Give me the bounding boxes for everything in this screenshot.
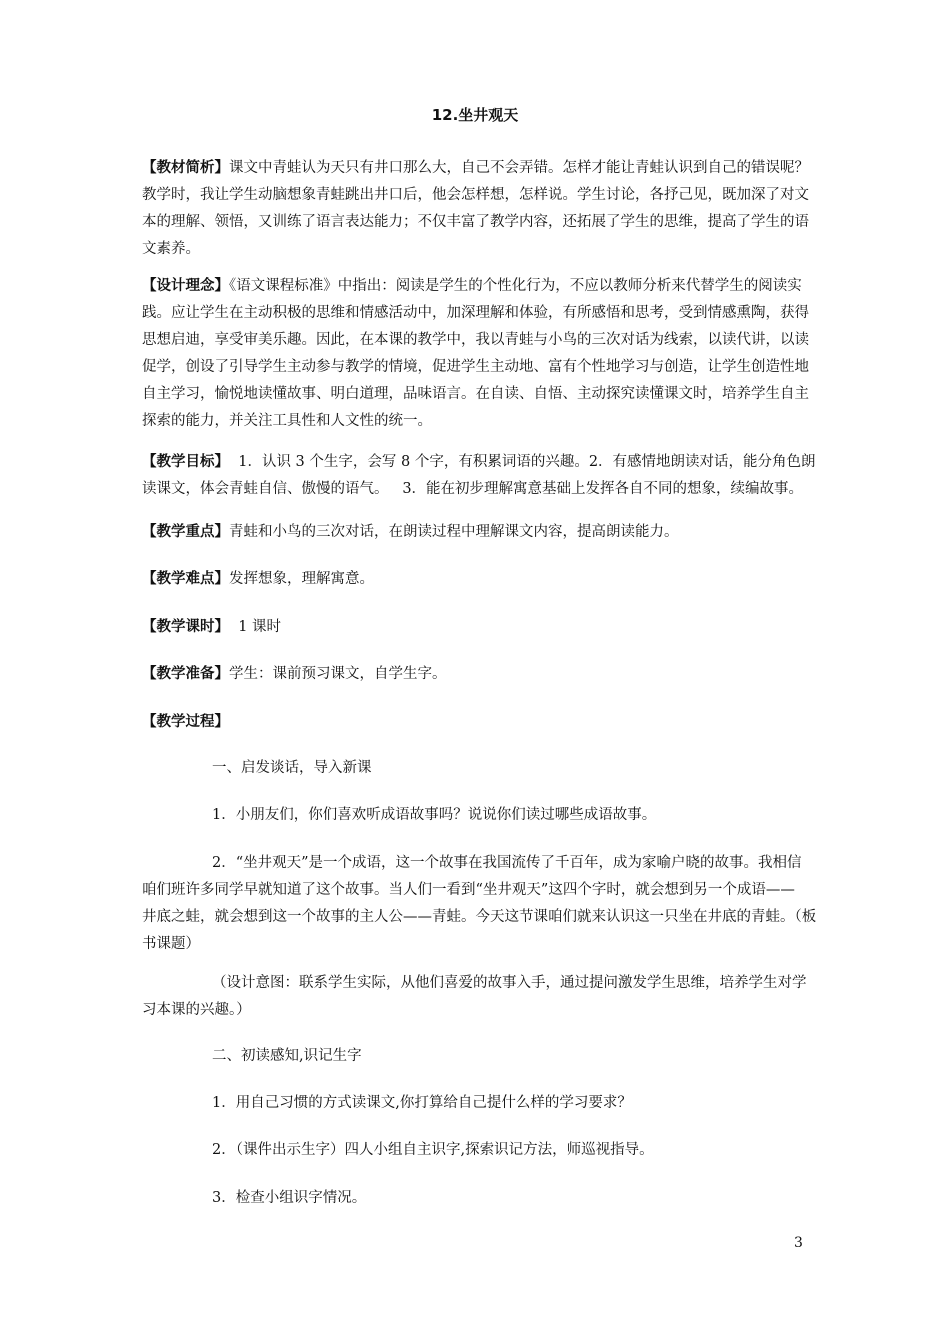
list-item: 1．用自己习惯的方式读课文,你打算给自己提什么样的学习要求？ — [212, 1095, 632, 1111]
section2-item1 — [142, 1090, 810, 1117]
difficulty-paragraph — [142, 565, 810, 593]
section1-item1 — [142, 802, 810, 829]
note-line: （设计意图：联系学生实际，从他们喜爱的故事入手，通过提问激发学生思维，培养学生对学 — [212, 975, 807, 991]
list-item: 1．小朋友们，你们喜欢听成语故事吗？说说你们读过哪些成语故事。 — [212, 807, 657, 823]
note-line: 习本课的兴趣。） — [142, 1002, 251, 1018]
prep-text: 学生：课前预习课文，自学生字。 — [229, 666, 447, 682]
list-item-line: 2．“坐井观天”是一个成语，这一个故事在我国流传了千百年，成为家喻户晓的故事。我相信 — [212, 855, 802, 871]
list-item-line: 井底之蛙，就会想到这一个故事的主人公——青蛙。今天这节课咱们就来认识这一只坐在井底的青蛙。（板 — [142, 909, 817, 925]
analysis-paragraph — [142, 154, 810, 263]
hours-paragraph — [142, 613, 810, 641]
concept-line: 思想启迪，享受审美乐趣。因此，在本课的教学中，我以青蛙与小鸟的三次对话为线索，以读代讲，以读 — [142, 332, 809, 348]
goals-line: 1．认识 3 个生字，会写 8 个字，有积累词语的兴趣。2．有感情地朗读对话，能分角色朗 — [229, 454, 816, 470]
hours-text: 1 课时 — [229, 619, 282, 635]
prep-label: 【教学准备】 — [142, 665, 229, 682]
concept-line: 自主学习，愉悦地读懂故事、明白道理，品味语言。在自读、自悟、主动探究读懂课文时，培养学生自主 — [142, 386, 809, 402]
section-heading: 二、初读感知,识记生字 — [212, 1048, 362, 1064]
process-paragraph — [142, 708, 810, 735]
goals-label: 【教学目标】 — [142, 453, 229, 470]
concept-label: 【设计理念】 — [142, 277, 229, 294]
section2-heading — [142, 1043, 810, 1070]
process-label: 【教学过程】 — [142, 713, 229, 730]
analysis-line: 课文中青蛙认为天只有井口那么大，自己不会弄错。怎样才能让青蛙认识到自己的错误呢？ — [229, 160, 809, 176]
goals-paragraph — [142, 448, 816, 503]
section2-item2 — [142, 1137, 810, 1164]
concept-line: 探索的能力，并关注工具性和人文性的统一。 — [142, 413, 432, 429]
list-item: 3．检查小组识字情况。 — [212, 1190, 367, 1206]
section1-design-note — [142, 970, 810, 1024]
analysis-line: 本的理解、领悟，又训练了语言表达能力；不仅丰富了教学内容，还拓展了学生的思维，提高了学生的语 — [142, 214, 809, 230]
key-point-paragraph — [142, 518, 810, 546]
key-point-text: 青蛙和小鸟的三次对话，在朗读过程中理解课文内容，提高朗读能力。 — [229, 524, 679, 540]
list-item: 2．（课件出示生字）四人小组自主识字,探索识记方法，师巡视指导。 — [212, 1142, 654, 1158]
concept-line: 促学，创设了引导学生主动参与教学的情境，促进学生主动地、富有个性地学习与创造，让学生创造性地 — [142, 359, 809, 375]
section1-item2 — [142, 850, 817, 958]
page-number: 3 — [794, 1235, 803, 1251]
section-heading: 一、启发谈话，导入新课 — [212, 760, 372, 776]
concept-line: 践。应让学生在主动积极的思维和情感活动中，加深理解和体验，有所感悟和思考，受到情感熏陶，获得 — [142, 305, 809, 321]
list-item-line: 书课题） — [142, 936, 200, 952]
analysis-line: 教学时，我让学生动脑想象青蛙跳出井口后，他会怎样想，怎样说。学生讨论，各抒己见，既加深了对文 — [142, 187, 809, 203]
prep-paragraph — [142, 660, 810, 688]
list-item-line: 咱们班许多同学早就知道了这个故事。当人们一看到“坐井观天”这四个字时，就会想到另一个成语—— — [142, 882, 795, 898]
concept-line: 《语文课程标准》中指出：阅读是学生的个性化行为，不应以教师分析来代替学生的阅读实 — [229, 278, 802, 294]
lesson-title: 12.坐井观天 — [431, 106, 519, 124]
concept-paragraph — [142, 272, 810, 435]
section2-item3 — [142, 1185, 810, 1212]
difficulty-text: 发挥想象，理解寓意。 — [229, 571, 374, 587]
key-point-label: 【教学重点】 — [142, 523, 229, 540]
section1-heading — [142, 755, 810, 782]
goals-line: 读课文，体会青蛙自信、傲慢的语气。 3．能在初步理解寓意基础上发挥各自不同的想象，续编故事。 — [142, 481, 804, 497]
difficulty-label: 【教学难点】 — [142, 570, 229, 587]
hours-label: 【教学课时】 — [142, 618, 229, 635]
analysis-line: 文素养。 — [142, 241, 200, 257]
analysis-label: 【教材简析】 — [142, 159, 229, 176]
